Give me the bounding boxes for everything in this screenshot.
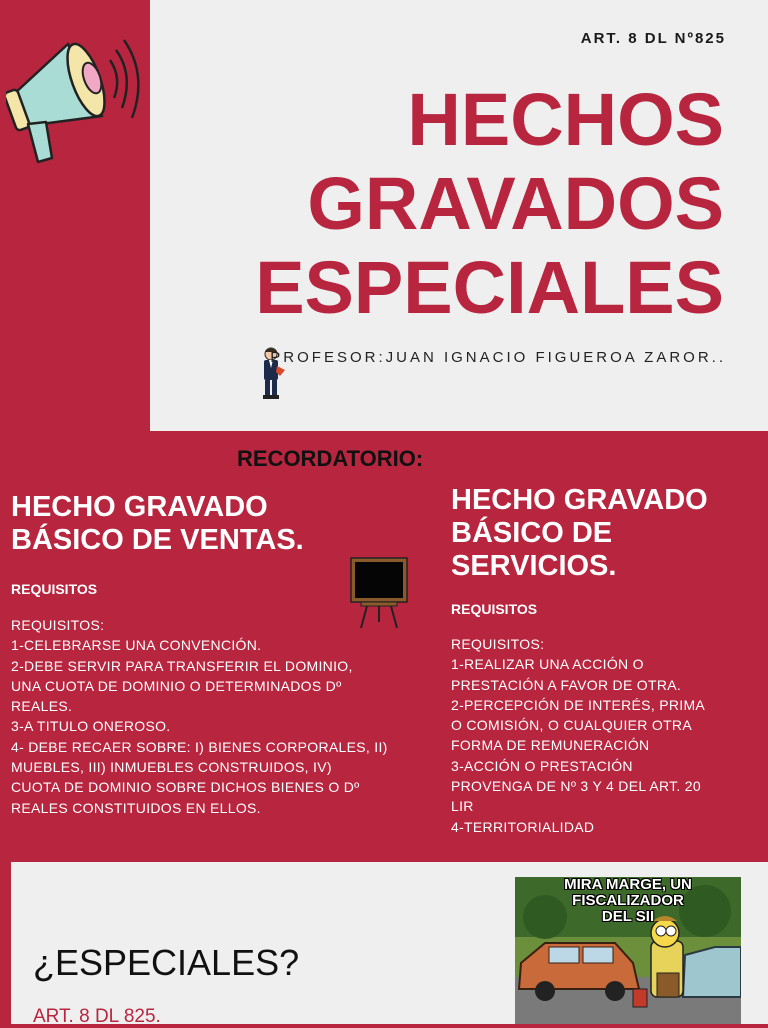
left-accent-panel	[0, 0, 150, 431]
page-title	[255, 78, 724, 330]
services-title	[451, 484, 708, 583]
reminder-label: RECORDATORIO:	[237, 446, 424, 471]
sales-title	[11, 491, 304, 557]
article-reference: ART. 8 DL Nº825	[580, 30, 726, 47]
title-line: ESPECIALES	[255, 246, 724, 329]
meme-image	[515, 877, 741, 1024]
sales-title-line: HECHO GRAVADO	[11, 491, 268, 523]
meme-caption: MIRA MARGE, UN FISCALIZADOR DEL SII	[564, 877, 692, 925]
article-link[interactable]: ART. 8 DL 825.	[33, 1006, 161, 1027]
services-title-line: SERVICIOS.	[451, 550, 617, 582]
sales-requirements-heading: REQUISITOS	[11, 581, 98, 597]
services-title-line: BÁSICO DE	[451, 517, 613, 549]
title-line: GRAVADOS	[307, 162, 724, 245]
services-requirements-heading: REQUISITOS	[451, 601, 538, 617]
sales-title-line: BÁSICO DE VENTAS.	[11, 524, 304, 556]
services-title-line: HECHO GRAVADO	[451, 484, 708, 516]
section-heading: ¿ESPECIALES?	[33, 942, 300, 983]
title-line: HECHOS	[407, 78, 724, 161]
professor-name: PROFESOR:JUAN IGNACIO FIGUEROA ZAROR..	[270, 349, 726, 366]
megaphone-icon	[6, 30, 142, 170]
services-requirements-body: REQUISITOS: 1-REALIZAR UNA ACCIÓN O PRESTACIÓN A FAVOR DE OTRA. 2-PERCEPCIÓN DE INTERÉS, PRIMA O COMISIÓN, O CUALQUIER OTRA FORMA DE REMUNERACIÓN 3-ACCIÓN O PRESTACIÓN PROVENGA DE Nº 3 Y 4 DEL ART. 20 LIR 4-TERRITORIALIDAD	[451, 636, 706, 835]
chalkboard-icon	[349, 556, 409, 630]
sales-requirements-body: REQUISITOS: 1-CELEBRARSE UNA CONVENCIÓN. 2-DEBE SERVIR PARA TRANSFERIR EL DOMINIO, UNA CUOTA DE DOMINIO O DETERMINADOS Dº REALES. 3-A TITULO ONEROSO. 4- DEBE RECAER SOBRE: I) BIENES CORPORALES, II) MUEBLES, III) INMUEBLES CONSTRUIDOS, IV) CUOTA DE DOMINIO SOBRE DICHOS BIENES O Dº REALES CONSTITUIDOS EN ELLOS.	[11, 617, 388, 816]
